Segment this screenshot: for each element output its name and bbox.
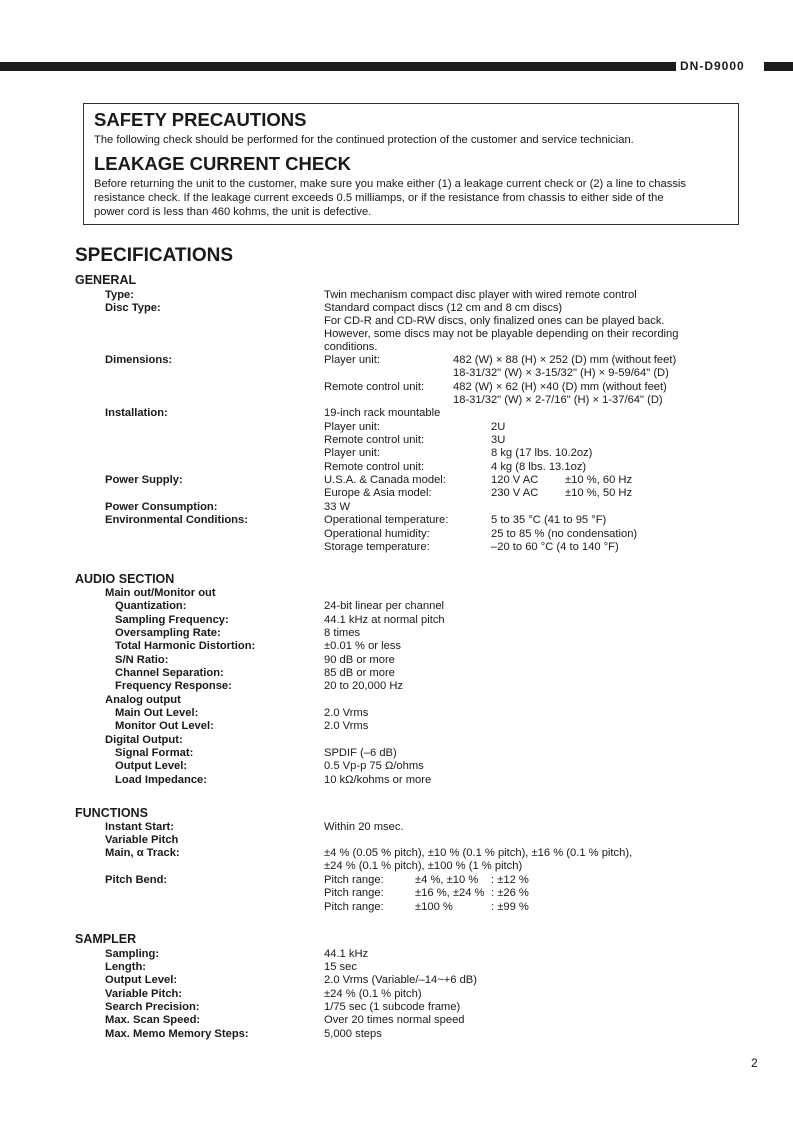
power-consumption-label: Power Consumption: [105, 501, 218, 513]
safety-box [83, 103, 739, 225]
disc-type-line: For CD-R and CD-RW discs, only finalized ones can be played back. [324, 315, 665, 327]
power-row-voltage: 120 V AC [491, 474, 539, 486]
disc-type-label: Disc Type: [105, 302, 161, 314]
audio-row-key: Load Impedance: [115, 774, 208, 786]
sampler-row-value: 15 sec [324, 961, 357, 973]
power-supply-label: Power Supply: [105, 474, 183, 486]
sampler-row-value: ±24 % (0.1 % pitch) [324, 988, 422, 1000]
dimensions-label: Dimensions: [105, 354, 173, 366]
sampler-row-key: Max. Memo Memory Steps: [105, 1028, 249, 1040]
leakage-line: resistance check. If the leakage current exceeds 0.5 milliamps, or if the resistance from chassis to either side of the [94, 192, 664, 204]
sampler-row-value: Over 20 times normal speed [324, 1014, 465, 1026]
bend-row-result: : ±99 % [491, 901, 529, 913]
dim-player-line: 482 (W) × 88 (H) × 252 (D) mm (without feet) [453, 354, 677, 366]
env-row-key: Operational temperature: [324, 514, 449, 526]
audio-row-key: Total Harmonic Distortion: [115, 640, 256, 652]
sampler-row-value: 2.0 Vrms (Variable/–14~+6 dB) [324, 974, 477, 986]
main-track-line: ±4 % (0.05 % pitch), ±10 % (0.1 % pitch), ±16 % (0.1 % pitch), [324, 847, 633, 859]
leakage-line: power cord is less than 460 kohms, the unit is defective. [94, 206, 372, 218]
inst-row-value: 3U [491, 434, 506, 446]
audio-row-key: Signal Format: [115, 747, 194, 759]
audio-row-value: SPDIF (–6 dB) [324, 747, 397, 759]
power-row-tolerance: ±10 %, 60 Hz [565, 474, 633, 486]
dim-player-line: 18-31/32" (W) × 3-15/32" (H) × 9-59/64" (D) [453, 367, 669, 379]
bend-row-result: : ±12 % [491, 874, 529, 886]
audio-row-value: ±0.01 % or less [324, 640, 402, 652]
audio-row-value: 44.1 kHz at normal pitch [324, 614, 445, 626]
inst-row-key: Player unit: [324, 421, 380, 433]
sampler-row-key: Sampling: [105, 948, 160, 960]
instant-start-value: Within 20 msec. [324, 821, 404, 833]
audio-row-key: Output Level: [115, 760, 188, 772]
audio-row-value: 20 to 20,000 Hz [324, 680, 403, 692]
leakage-line: Before returning the unit to the customer, make sure you make either (1) a leakage current check or (2) a line to chassis [94, 178, 686, 190]
audio-row-key: Monitor Out Level: [115, 720, 214, 732]
sampler-row-key: Variable Pitch: [105, 988, 183, 1000]
header-rule-end [764, 62, 793, 71]
audio-row-key: S/N Ratio: [115, 654, 169, 666]
variable-pitch-label: Variable Pitch [105, 834, 179, 846]
env-row-value: 5 to 35 °C (41 to 95 °F) [491, 514, 607, 526]
safety-title: SAFETY PRECAUTIONS [94, 109, 307, 130]
audio-row-key: Frequency Response: [115, 680, 232, 692]
bend-row-result: : ±26 % [491, 887, 529, 899]
main-track-label: Main, α Track: [105, 847, 180, 859]
installation-label: Installation: [105, 407, 168, 419]
bend-row-range: ±16 %, ±24 % [415, 887, 485, 899]
power-row-key: Europe & Asia model: [324, 487, 432, 499]
audio-row-key: Channel Separation: [115, 667, 224, 679]
bend-row-key: Pitch range: [324, 887, 384, 899]
audio-row-value: 85 dB or more [324, 667, 395, 679]
bend-row-key: Pitch range: [324, 901, 384, 913]
leakage-title: LEAKAGE CURRENT CHECK [94, 153, 351, 174]
type-label: Type: [105, 289, 135, 301]
inst-row-value: 2U [491, 421, 506, 433]
audio-row-key: Oversampling Rate: [115, 627, 221, 639]
installation-value: 19-inch rack mountable [324, 407, 441, 419]
specifications-title: SPECIFICATIONS [75, 245, 233, 266]
disc-type-line: Standard compact discs (12 cm and 8 cm discs) [324, 302, 563, 314]
audio-row-value: 8 times [324, 627, 361, 639]
disc-type-line: However, some discs may not be playable depending on their recording [324, 328, 679, 340]
sampler-row-key: Search Precision: [105, 1001, 200, 1013]
audio-row-key: Quantization: [115, 600, 187, 612]
audio-row-value: 24-bit linear per channel [324, 600, 445, 612]
bend-row-key: Pitch range: [324, 874, 384, 886]
pitch-bend-label: Pitch Bend: [105, 874, 168, 886]
model-name: DN-D9000 [680, 59, 745, 73]
inst-row-value: 8 kg (17 lbs. 10.2oz) [491, 447, 593, 459]
sampler-row-value: 44.1 kHz [324, 948, 369, 960]
bend-row-range: ±4 %, ±10 % [415, 874, 479, 886]
audio-row-value: 10 kΩ/kohms or more [324, 774, 432, 786]
main-out-label: Main out/Monitor out [105, 587, 216, 599]
digital-output-label: Digital Output: [105, 734, 183, 746]
audio-row-key: Main Out Level: [115, 707, 199, 719]
power-row-tolerance: ±10 %, 50 Hz [565, 487, 633, 499]
analog-output-label: Analog output [105, 694, 181, 706]
power-consumption-value: 33 W [324, 501, 351, 513]
environmental-label: Environmental Conditions: [105, 514, 248, 526]
disc-type-line: conditions. [324, 341, 378, 353]
power-row-key: U.S.A. & Canada model: [324, 474, 446, 486]
sampler-row-key: Length: [105, 961, 147, 973]
dim-remote-line: 482 (W) × 62 (H) ×40 (D) mm (without feet) [453, 381, 667, 393]
type-value: Twin mechanism compact disc player with wired remote control [324, 289, 637, 301]
sampler-row-key: Max. Scan Speed: [105, 1014, 201, 1026]
audio-row-value: 90 dB or more [324, 654, 395, 666]
instant-start-label: Instant Start: [105, 821, 174, 833]
sampler-heading: SAMPLER [75, 932, 137, 946]
general-heading: GENERAL [75, 273, 137, 287]
dim-remote-line: 18-31/32" (W) × 2-7/16" (H) × 1-37/64" (D) [453, 394, 663, 406]
inst-row-key: Remote control unit: [324, 434, 425, 446]
sampler-row-value: 1/75 sec (1 subcode frame) [324, 1001, 461, 1013]
sampler-row-key: Output Level: [105, 974, 178, 986]
env-row-value: 25 to 85 % (no condensation) [491, 528, 638, 540]
audio-row-key: Sampling Frequency: [115, 614, 229, 626]
page-number: 2 [751, 1056, 758, 1070]
bend-row-range: ±100 % [415, 901, 453, 913]
functions-heading: FUNCTIONS [75, 806, 148, 820]
dim-remote-label: Remote control unit: [324, 381, 425, 393]
env-row-value: –20 to 60 °C (4 to 140 °F) [491, 541, 619, 553]
dim-player-label: Player unit: [324, 354, 380, 366]
power-row-voltage: 230 V AC [491, 487, 539, 499]
inst-row-value: 4 kg (8 lbs. 13.1oz) [491, 461, 587, 473]
audio-row-value: 0.5 Vp-p 75 Ω/ohms [324, 760, 424, 772]
audio-heading: AUDIO SECTION [75, 572, 175, 586]
inst-row-key: Remote control unit: [324, 461, 425, 473]
env-row-key: Operational humidity: [324, 528, 430, 540]
env-row-key: Storage temperature: [324, 541, 430, 553]
main-track-line: ±24 % (0.1 % pitch), ±100 % (1 % pitch) [324, 860, 523, 872]
audio-row-value: 2.0 Vrms [324, 720, 369, 732]
inst-row-key: Player unit: [324, 447, 380, 459]
header-rule [0, 62, 676, 71]
safety-text: The following check should be performed for the continued protection of the customer and service technician. [94, 134, 634, 146]
sampler-row-value: 5,000 steps [324, 1028, 382, 1040]
audio-row-value: 2.0 Vrms [324, 707, 369, 719]
